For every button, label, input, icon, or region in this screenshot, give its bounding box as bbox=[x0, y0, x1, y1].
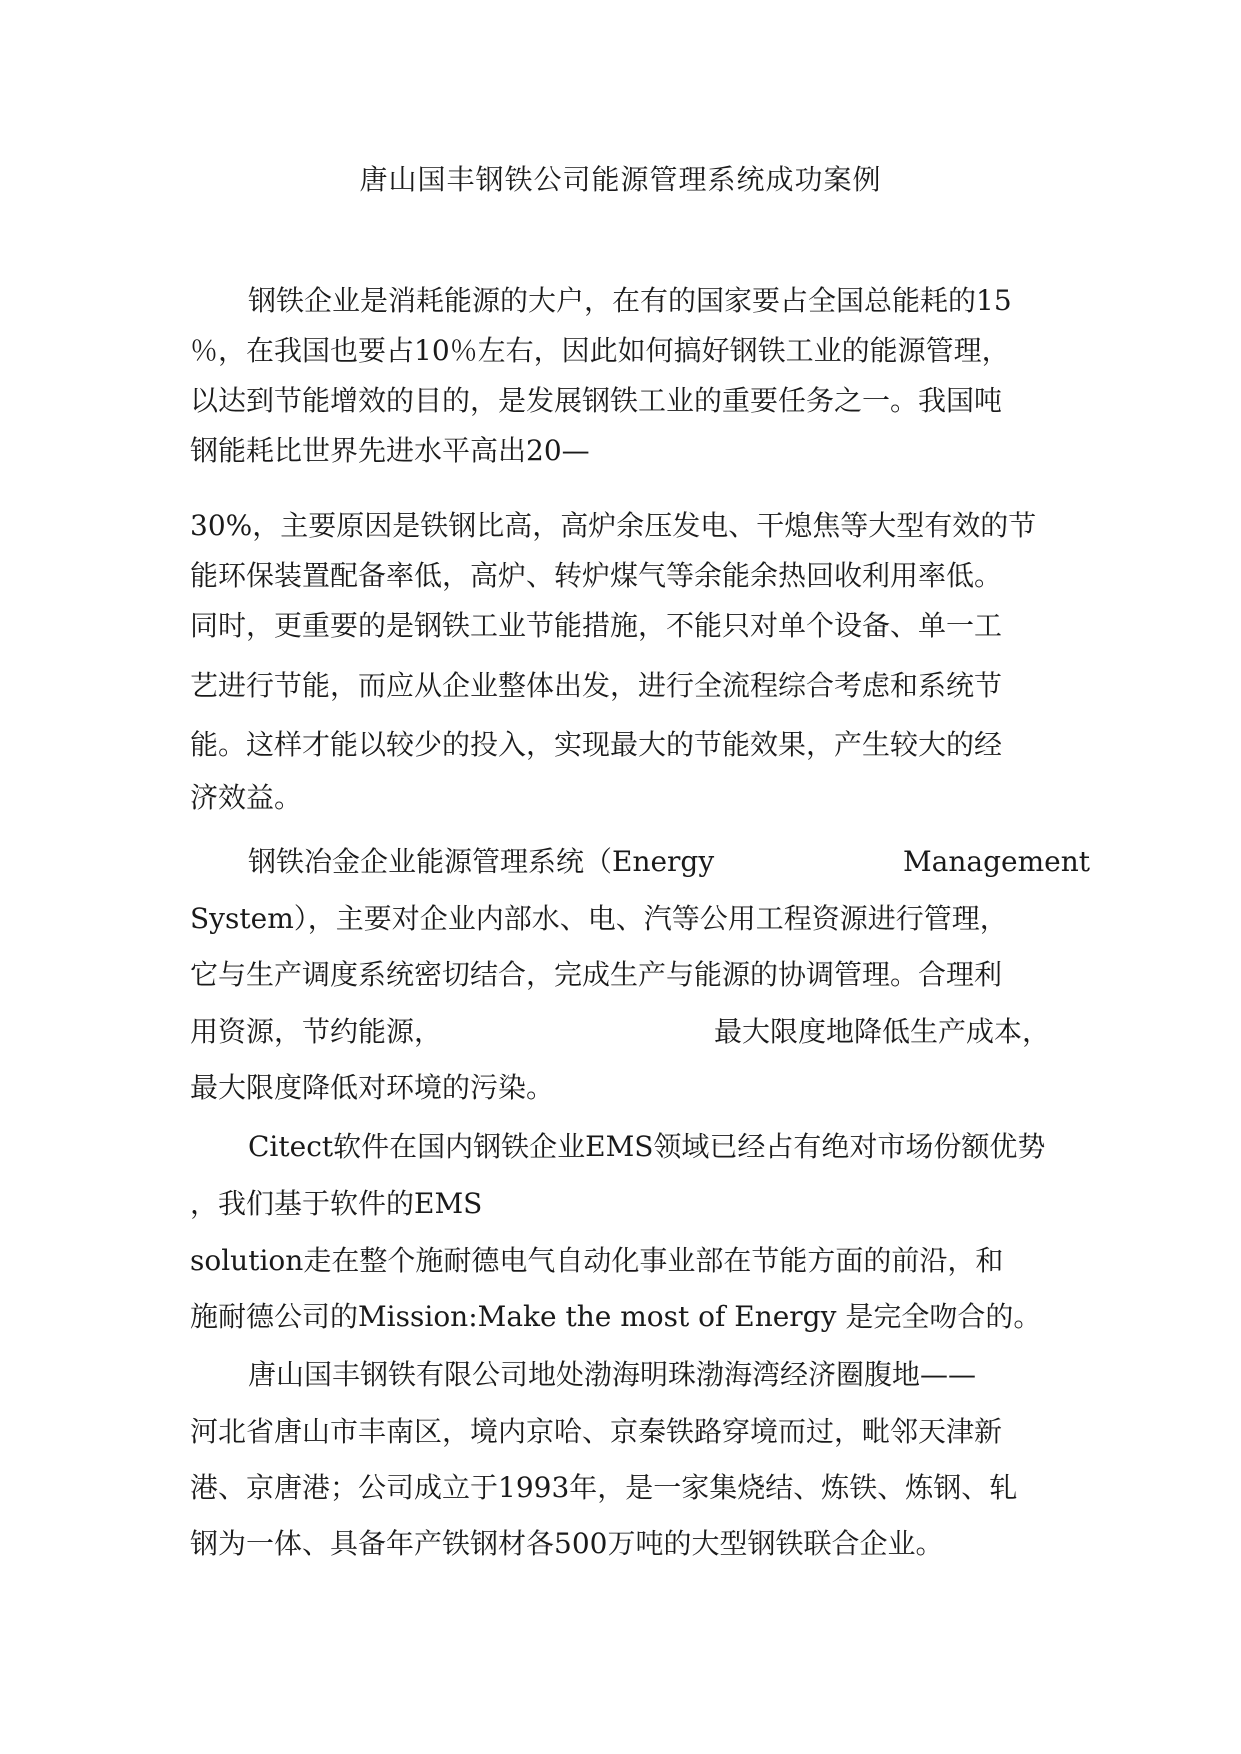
paragraph-1-line-2: ％，在我国也要占10％左右，因此如何搞好钢铁工业的能源管理， bbox=[190, 334, 1010, 367]
paragraph-3-line-1: Citect软件在国内钢铁企业EMS领域已经占有绝对市场份额优势 bbox=[248, 1130, 1046, 1163]
paragraph-2-line-3: 它与生产调度系统密切结合，完成生产与能源的协调管理。合理利 bbox=[190, 958, 1003, 991]
paragraph-2-line-1-right: Management bbox=[903, 845, 1090, 878]
paragraph-3-line-3: solution走在整个施耐德电气自动化事业部在节能方面的前沿，和 bbox=[190, 1244, 1004, 1277]
paragraph-1-line-7: 同时，更重要的是钢铁工业节能措施，不能只对单个设备、单一工 bbox=[190, 609, 1003, 642]
paragraph-1-line-9: 能。这样才能以较少的投入，实现最大的节能效果，产生较大的经 bbox=[190, 728, 1003, 761]
paragraph-1-line-10: 济效益。 bbox=[190, 781, 303, 814]
paragraph-1-line-8: 艺进行节能，而应从企业整体出发，进行全流程综合考虑和系统节 bbox=[190, 669, 1003, 702]
paragraph-2-line-5: 最大限度降低对环境的污染。 bbox=[190, 1071, 555, 1104]
page-title: 唐山国丰钢铁公司能源管理系统成功案例 bbox=[359, 163, 882, 196]
paragraph-2-line-2: System），主要对企业内部水、电、汽等公用工程资源进行管理， bbox=[190, 902, 1008, 935]
paragraph-3-line-2: ，我们基于软件的EMS bbox=[190, 1187, 483, 1220]
paragraph-1-line-6: 能环保装置配备率低，高炉、转炉煤气等余能余热回收利用率低。 bbox=[190, 559, 1003, 592]
paragraph-2-line-4-right: 最大限度地降低生产成本， bbox=[714, 1015, 1051, 1048]
paragraph-1-line-4: 钢能耗比世界先进水平高出20— bbox=[190, 434, 590, 467]
paragraph-1-line-1: 钢铁企业是消耗能源的大户，在有的国家要占全国总能耗的15 bbox=[248, 284, 1012, 317]
paragraph-4-line-4: 钢为一体、具备年产铁钢材各500万吨的大型钢铁联合企业。 bbox=[190, 1527, 944, 1560]
paragraph-2-line-4-left: 用资源，节约能源， bbox=[190, 1015, 443, 1048]
paragraph-1-line-5: 30%，主要原因是铁钢比高，高炉余压发电、干熄焦等大型有效的节 bbox=[190, 509, 1037, 542]
paragraph-3-line-4: 施耐德公司的Mission:Make the most of Energy 是完全吻合的。 bbox=[190, 1300, 1042, 1333]
paragraph-4-line-2: 河北省唐山市丰南区，境内京哈、京秦铁路穿境而过，毗邻天津新 bbox=[190, 1415, 1003, 1448]
paragraph-1-line-3: 以达到节能增效的目的，是发展钢铁工业的重要任务之一。我国吨 bbox=[190, 384, 1003, 417]
paragraph-4-line-1: 唐山国丰钢铁有限公司地处渤海明珠渤海湾经济圈腹地—— bbox=[248, 1358, 977, 1391]
paragraph-4-line-3: 港、京唐港；公司成立于1993年，是一家集烧结、炼铁、炼钢、轧 bbox=[190, 1471, 1018, 1504]
paragraph-2-line-1-left: 钢铁冶金企业能源管理系统（Energy bbox=[248, 845, 715, 878]
